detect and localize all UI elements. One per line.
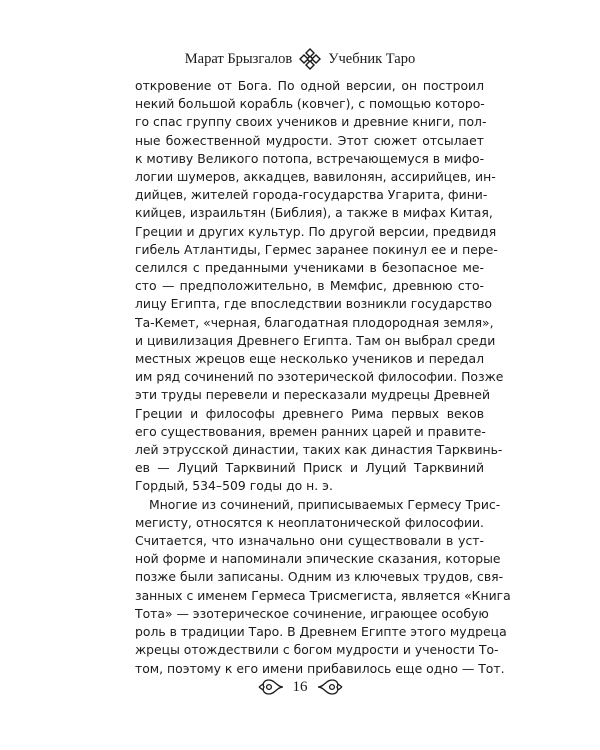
floral-ornament-right-icon xyxy=(316,676,344,698)
text-line: лицу Египта, где впоследствии возникли государство xyxy=(135,296,492,312)
page-footer xyxy=(0,672,600,702)
header-author: Марат Брызгалов xyxy=(184,50,293,67)
body-text xyxy=(135,77,511,678)
text-line: некий большой корабль (ковчег), с помощью которо- xyxy=(135,96,485,112)
text-line: Греции и философы древнего Рима первых веков xyxy=(135,405,484,421)
page-number: 16 xyxy=(292,678,308,695)
text-line: Многие из сочинений, приписываемых Гермесу Трис- xyxy=(149,496,501,512)
text-line: сто — предположительно, в Мемфис, древнюю сто- xyxy=(135,278,484,294)
text-line: им ряд сочинений по эзотерической философии. Позже xyxy=(135,369,504,385)
text-line: го спас группу своих учеников и древние книги, пол- xyxy=(135,114,487,130)
text-line: и цивилизация Древнего Египта. Там он выбрал среди xyxy=(135,332,496,348)
text-line: жрецы отождествили с богом мудрости и учености То- xyxy=(135,642,499,658)
text-line: Греции и других культур. По другой версии, предвидя xyxy=(135,223,497,239)
text-line: кийцев, израильтян (Библия), а также в мифах Китая, xyxy=(135,205,493,221)
text-line: Тота» — эзотерическое сочинение, играющее особую xyxy=(135,605,489,621)
text-line: занных с именем Гермеса Трисмегиста, является «Книга xyxy=(135,587,511,603)
text-line: к мотиву Великого потопа, встречающемуся в мифо- xyxy=(135,150,485,166)
text-line: откровение от Бога. По одной версии, он построил xyxy=(135,78,484,93)
text-line: ев — Луций Тарквиний Приск и Луций Тарквиний xyxy=(135,460,484,476)
text-line: логии шумеров, аккадцев, вавилонян, ассирийцев, ин- xyxy=(135,169,496,185)
text-line: Гордый, 534–509 годы до н. э. xyxy=(135,478,333,494)
text-line: гибель Атлантиды, Гермес заранее покинул ее и пере- xyxy=(135,241,498,257)
floral-ornament-left-icon xyxy=(257,676,285,698)
text-line: ной форме и напоминали эпические сказания, которые xyxy=(135,551,501,567)
text-line: мегисту, относятся к неоплатонической философии. xyxy=(135,514,484,530)
text-line: селился с преданными учениками в безопасное ме- xyxy=(135,260,484,276)
header-book-title: Учебник Таро xyxy=(328,50,416,67)
knot-ornament-icon xyxy=(298,47,322,71)
text-line: том, поэтому к его имени прибавилось еще одно — Тот. xyxy=(135,660,505,676)
text-line: эти труды перевели и пересказали мудрецы Древней xyxy=(135,387,491,403)
running-header xyxy=(0,44,600,74)
text-line: Та-Кемет, «черная, благодатная плодородная земля», xyxy=(135,314,494,330)
text-line: ные божественной мудрости. Этот сюжет отсылает xyxy=(135,132,484,148)
text-line: его существования, времен ранних царей и правите- xyxy=(135,423,486,439)
text-line: Считается, что изначально они существовали в уст- xyxy=(135,533,484,549)
text-line: позже были записаны. Одним из ключевых трудов, свя- xyxy=(135,569,504,585)
text-line: роль в традиции Таро. В Древнем Египте этого мудреца xyxy=(135,624,507,640)
text-line: дийцев, жителей города-государства Угарита, фини- xyxy=(135,187,488,203)
text-line: местных жрецов еще несколько учеников и передал xyxy=(135,351,484,367)
text-line: лей этрусской династии, таких как династия Тарквинь- xyxy=(135,442,503,458)
